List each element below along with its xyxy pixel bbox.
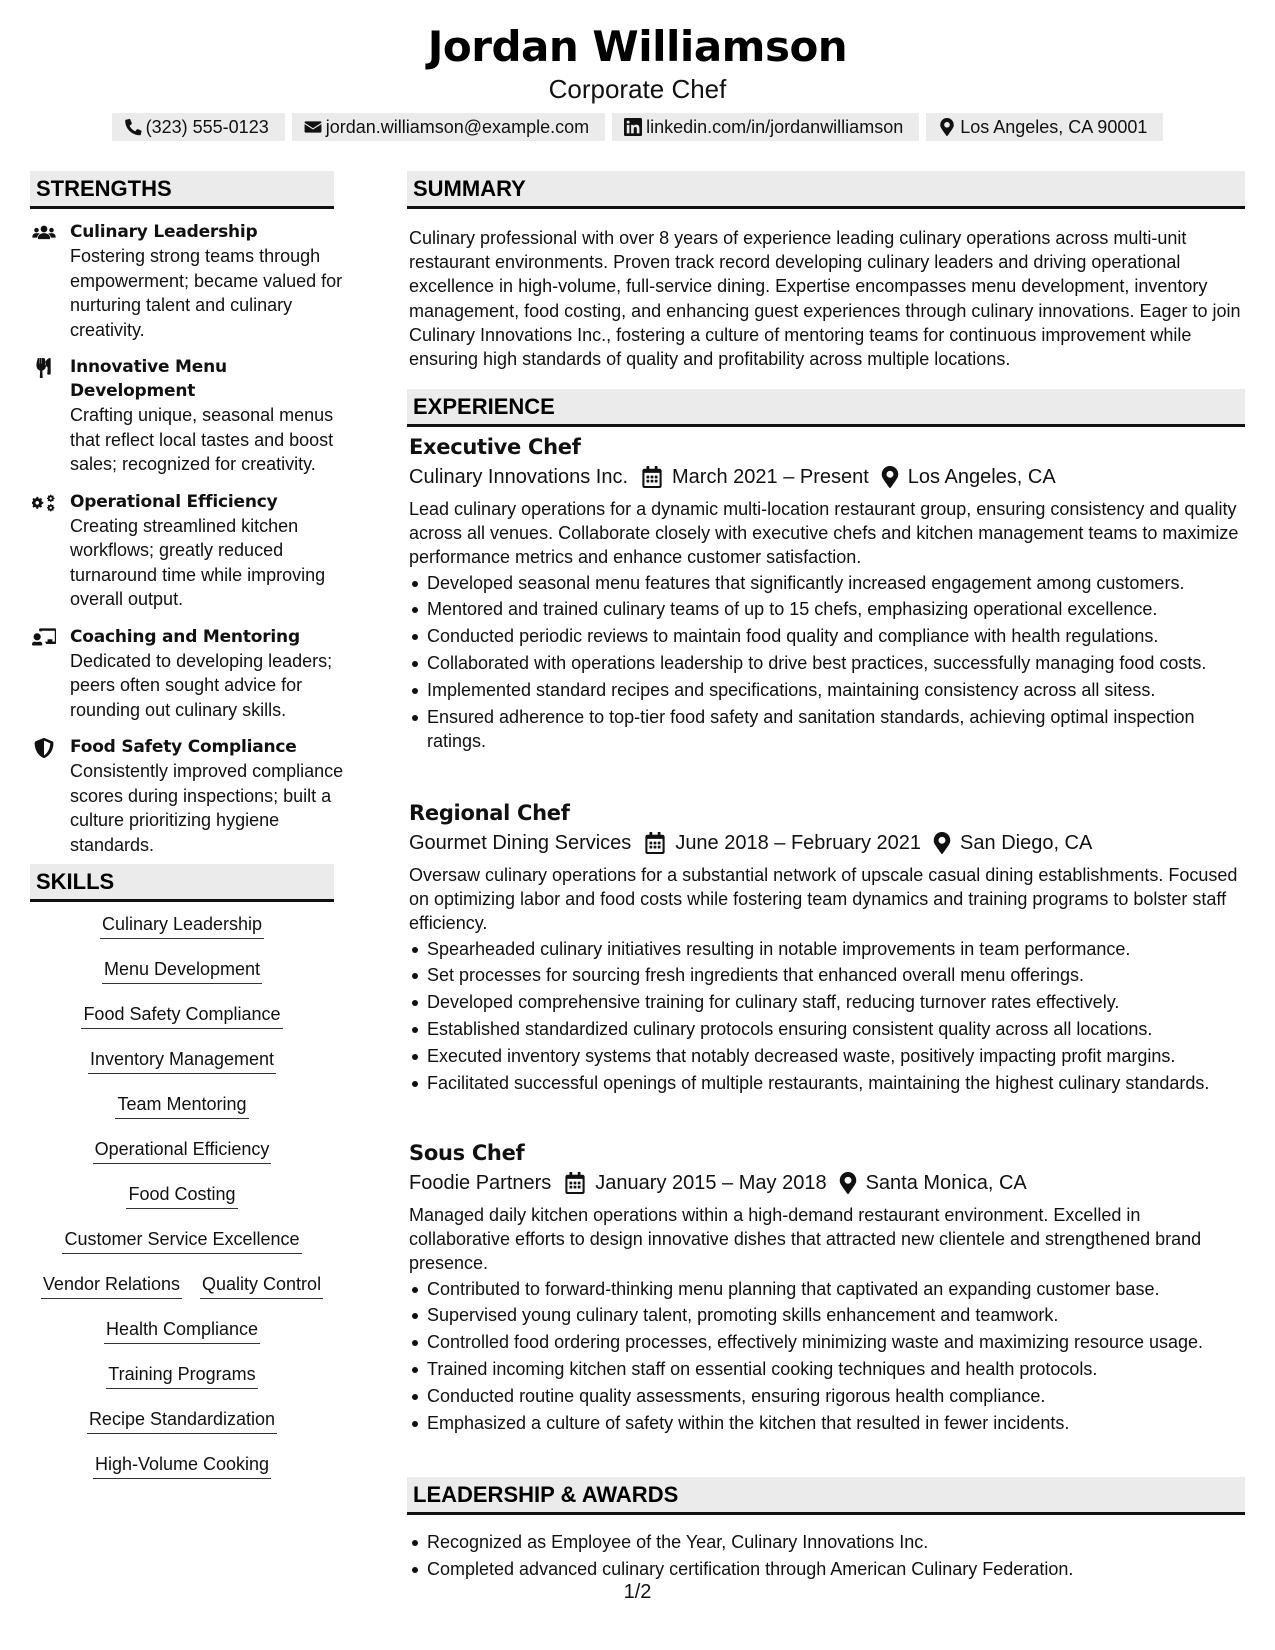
page-number: 1/2: [623, 1581, 652, 1603]
list-item: Contributed to forward-thinking menu planning that captivated an expanding customer base.: [427, 1277, 1244, 1301]
calendar-icon: [565, 1172, 585, 1194]
job-dates: June 2018 – February 2021: [675, 832, 922, 854]
envelope-icon: [304, 118, 322, 136]
list-item: Controlled food ordering processes, effectively minimizing waste and maximizing resource usage.: [427, 1330, 1244, 1354]
job-description: Lead culinary operations for a dynamic multi-location restaurant group, ensuring consistency and quality across all venues. Collaborate closely with executive chefs and kitchen management teams to maximize performance metrics and enhance customer satisfaction.: [409, 499, 1239, 568]
skill-tag: Training Programs: [106, 1362, 257, 1389]
skill-tag: Menu Development: [102, 957, 262, 984]
list-item: Established standardized culinary protocols ensuring consistent quality across all locations.: [427, 1017, 1244, 1041]
list-item: Emphasized a culture of safety within the kitchen that resulted in fewer incidents.: [427, 1411, 1244, 1435]
contact-bar: [0, 113, 1275, 141]
job-bullets: [409, 571, 1244, 753]
contact-linkedin[interactable]: [612, 113, 919, 141]
list-item: Spearheaded culinary initiatives resulting in notable improvements in team performance.: [427, 937, 1244, 961]
contact-phone[interactable]: [112, 113, 285, 141]
chalkboard-teacher-icon: [32, 628, 56, 648]
map-marker-icon: [839, 1172, 857, 1194]
strengths-list: [32, 220, 352, 870]
awards-list: [409, 1530, 1262, 1584]
skill-tag: Operational Efficiency: [93, 1137, 272, 1164]
list-item: Facilitated successful openings of multiple restaurants, maintaining the highest culinary standards.: [427, 1071, 1244, 1095]
strengths-heading: STRENGTHS: [30, 171, 334, 209]
linkedin-icon: [624, 118, 642, 136]
contact-email[interactable]: [292, 113, 605, 141]
job-description: Oversaw culinary operations for a substantial network of upscale casual dining establishments. Focused on optimizing labor and food costs while fostering team dynamics and training programs to bolster staff efficiency.: [409, 865, 1238, 934]
skill-row: [30, 1227, 334, 1272]
utensils-icon: [32, 358, 56, 378]
strength-item: [32, 490, 352, 612]
job-company: Gourmet Dining Services: [409, 832, 632, 854]
list-item: Collaborated with operations leadership to drive best practices, successfully managing food costs.: [427, 651, 1244, 675]
skill-tag: Food Costing: [126, 1182, 237, 1209]
strength-item: [32, 735, 352, 857]
skill-tag: Food Safety Compliance: [81, 1002, 282, 1029]
summary-heading: SUMMARY: [407, 171, 1245, 209]
skill-row: [30, 1407, 334, 1452]
job-entry: [409, 433, 1244, 756]
contact-email-text: jordan.williamson@example.com: [325, 116, 590, 137]
skill-tag: Culinary Leadership: [100, 912, 264, 939]
contact-phone-text: (323) 555-0123: [145, 116, 269, 137]
strength-desc: Crafting unique, seasonal menus that reflect local tastes and boost sales; recognized for creativity.: [70, 405, 334, 474]
job-dates: January 2015 – May 2018: [595, 1172, 827, 1194]
candidate-name: Jordan Williamson: [427, 22, 848, 71]
skills-list: [30, 912, 334, 1497]
job-meta: [409, 1167, 1244, 1199]
skill-row: [30, 1002, 334, 1047]
job-location: Santa Monica, CA: [865, 1172, 1027, 1194]
shield-icon: [32, 738, 56, 758]
skill-tag: Vendor Relations: [41, 1272, 182, 1299]
calendar-icon: [645, 832, 665, 854]
job-title: Executive Chef: [409, 435, 581, 459]
skill-row: [30, 1317, 334, 1362]
map-marker-icon: [933, 832, 951, 854]
strength-desc: Consistently improved compliance scores during inspections; built a culture prioritizing hygiene standards.: [70, 761, 344, 855]
skill-tag: Team Mentoring: [115, 1092, 248, 1119]
list-item: Completed advanced culinary certification through American Culinary Federation.: [427, 1557, 1262, 1581]
job-title: Sous Chef: [409, 1141, 525, 1165]
strength-title: Food Safety Compliance: [70, 737, 297, 757]
job-title: Regional Chef: [409, 801, 570, 825]
map-marker-icon: [881, 466, 899, 488]
strength-desc: Fostering strong teams through empowerment; became valued for nurturing talent and culinary creativity.: [70, 246, 343, 340]
list-item: Mentored and trained culinary teams of up to 15 chefs, emphasizing operational excellence.: [427, 597, 1244, 621]
calendar-icon: [642, 466, 662, 488]
skill-tag: Health Compliance: [104, 1317, 260, 1344]
skill-row: [30, 1047, 334, 1092]
skill-tag: Recipe Standardization: [87, 1407, 277, 1434]
skill-row: [30, 957, 334, 1002]
skill-row: [30, 1362, 334, 1407]
list-item: Trained incoming kitchen staff on essential cooking techniques and health protocols.: [427, 1357, 1244, 1381]
job-location: San Diego, CA: [960, 832, 1093, 854]
strength-desc: Dedicated to developing leaders; peers often sought advice for rounding out culinary skills.: [70, 650, 333, 720]
job-description: Managed daily kitchen operations within a high-demand restaurant environment. Excelled in collaborative efforts to design innovative dishes that attracted new clientele and strengthened brand presence.: [409, 1205, 1202, 1274]
list-item: Executed inventory systems that notably decreased waste, positively impacting profit margins.: [427, 1044, 1244, 1068]
job-location: Los Angeles, CA: [907, 466, 1056, 488]
skill-row: [30, 912, 334, 957]
users-icon: [32, 223, 56, 243]
job-dates: March 2021 – Present: [672, 466, 869, 488]
skill-tag: High-Volume Cooking: [93, 1452, 271, 1479]
job-meta: [409, 461, 1244, 493]
strength-desc: Creating streamlined kitchen workflows; greatly reduced turnaround time while improving overall output.: [70, 515, 326, 609]
map-marker-icon: [938, 118, 956, 136]
list-item: Supervised young culinary talent, promoting skills enhancement and teamwork.: [427, 1303, 1244, 1327]
job-meta: [409, 827, 1244, 859]
skill-tag: Customer Service Excellence: [62, 1227, 301, 1254]
phone-icon: [124, 118, 142, 136]
strength-title: Operational Efficiency: [70, 491, 278, 512]
skill-row: [30, 1137, 334, 1182]
job-entry: [409, 799, 1244, 1097]
job-bullets: [409, 937, 1244, 1095]
list-item: Recognized as Employee of the Year, Culinary Innovations Inc.: [427, 1530, 1262, 1554]
list-item: Developed comprehensive training for culinary staff, reducing turnover rates effectively.: [427, 990, 1244, 1014]
awards-heading: LEADERSHIP & AWARDS: [407, 1477, 1245, 1515]
strength-item: [32, 625, 352, 723]
skill-tag: Quality Control: [200, 1272, 323, 1299]
cogs-icon: [32, 493, 56, 513]
list-item: Conducted routine quality assessments, ensuring rigorous health compliance.: [427, 1384, 1244, 1408]
job-company: Foodie Partners: [409, 1172, 552, 1194]
experience-heading: EXPERIENCE: [407, 389, 1245, 427]
list-item: Set processes for sourcing fresh ingredients that enhanced overall menu offerings.: [427, 963, 1244, 987]
list-item: Conducted periodic reviews to maintain food quality and compliance with health regulations.: [427, 624, 1244, 648]
contact-location-text: Los Angeles, CA 90001: [960, 116, 1148, 137]
strength-item: [32, 355, 352, 477]
contact-linkedin-text: linkedin.com/in/jordanwilliamson: [646, 116, 904, 137]
skill-row: [30, 1092, 334, 1137]
list-item: Ensured adherence to top-tier food safety and sanitation standards, achieving optimal inspection ratings.: [427, 705, 1244, 753]
skill-row: [30, 1272, 334, 1317]
job-company: Culinary Innovations Inc.: [409, 466, 629, 488]
list-item: Implemented standard recipes and specifications, maintaining consistency across all sitess.: [427, 678, 1244, 702]
strength-title: Coaching and Mentoring: [70, 626, 300, 647]
strength-title: Culinary Leadership: [70, 222, 258, 242]
summary-text: Culinary professional with over 8 years of experience leading culinary operations across multi-unit restaurant environments. Proven track record developing culinary leaders and driving operational excellence in high-volume, full-service dining. Expertise encompasses menu development, inventory management, food costing, and enhancing guest experiences through culinary innovations. Eager to join Culinary Innovations Inc., fostering a culture of mentoring teams for continuous improvement while ensuring high standards of quality and profitability across multiple locations.: [409, 228, 1241, 370]
skill-tag: Inventory Management: [88, 1047, 276, 1074]
skill-row: [30, 1452, 334, 1497]
job-entry: [409, 1139, 1244, 1437]
contact-location: [926, 113, 1163, 141]
strength-title: Innovative Menu Development: [70, 357, 227, 401]
skills-heading: SKILLS: [30, 864, 334, 902]
strength-item: [32, 220, 352, 342]
candidate-title: Corporate Chef: [548, 74, 727, 104]
list-item: Developed seasonal menu features that significantly increased engagement among customers.: [427, 571, 1244, 595]
job-bullets: [409, 1277, 1244, 1435]
skill-row: [30, 1182, 334, 1227]
